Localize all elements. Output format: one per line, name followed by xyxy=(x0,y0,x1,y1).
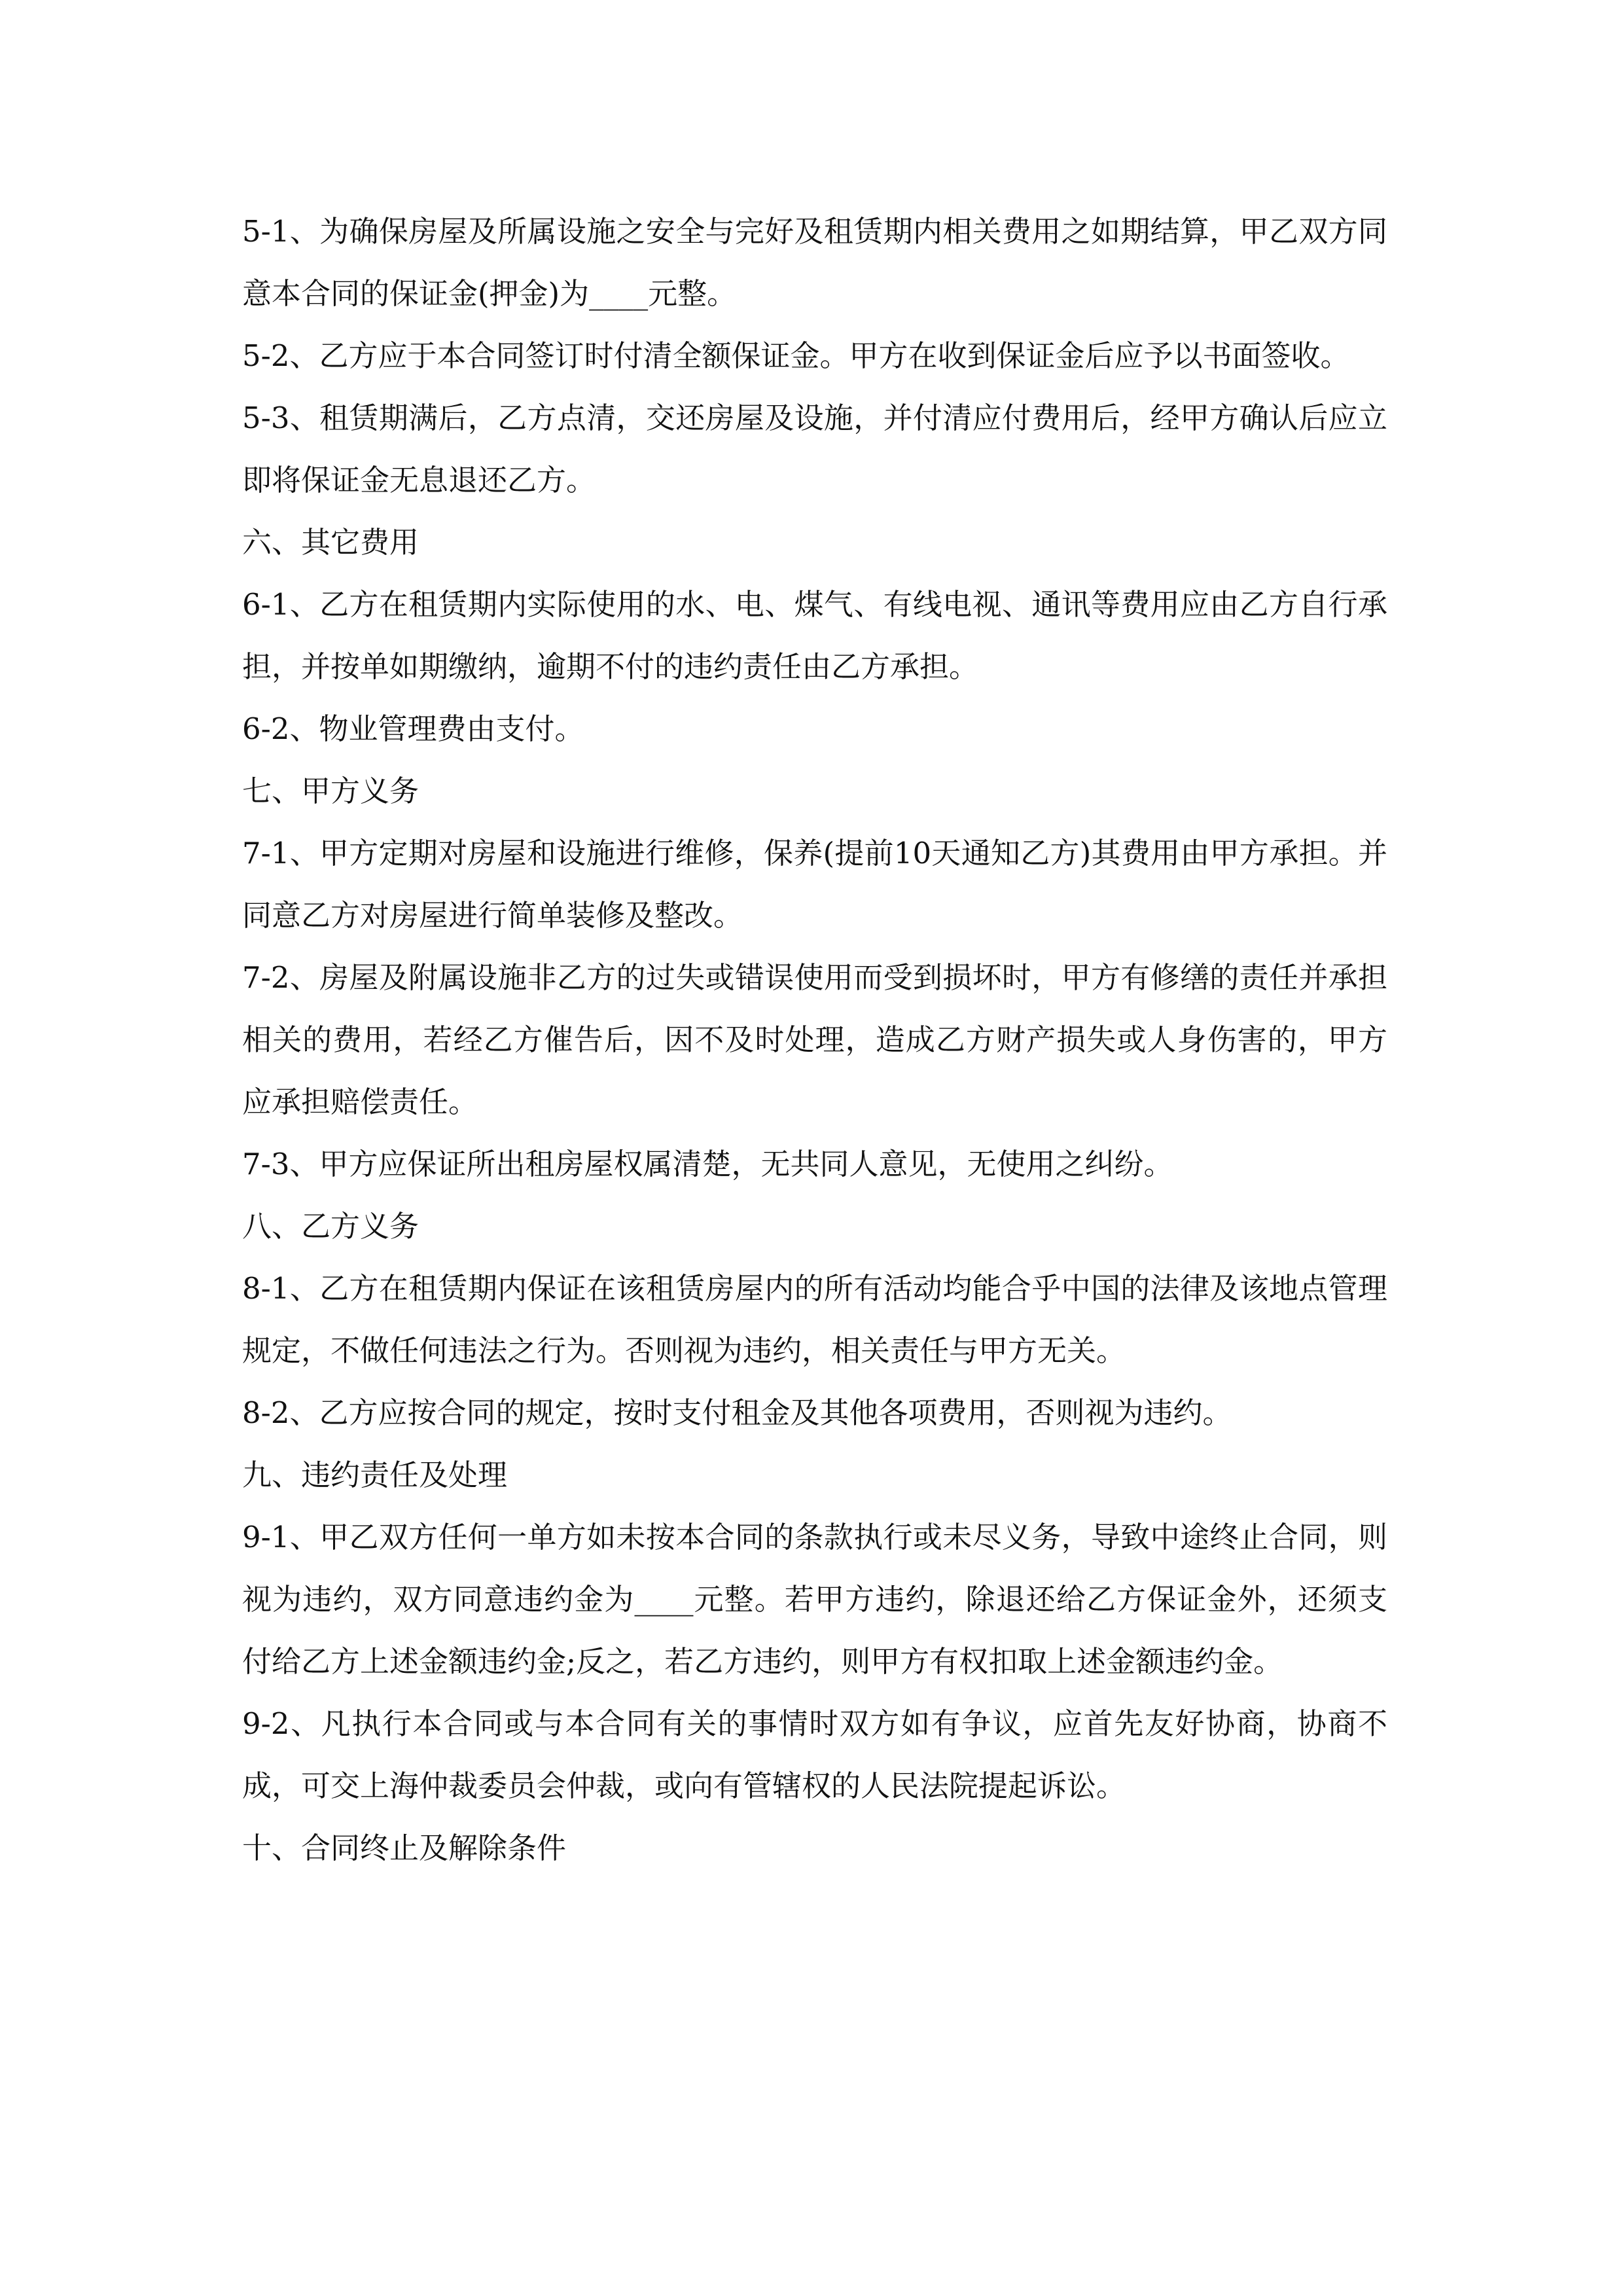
section-heading-10: 十、合同终止及解除条件 xyxy=(242,1831,567,1865)
clause-9-1: 9-1、甲乙双方任何一单方如未按本合同的条款执行或未尽义务，导致中途终止合同，则视为违约，双方同意违约金为____元整。若甲方违约，除退还给乙方保证金外，还须支付给乙方上述金额违约金;反之，若乙方违约，则甲方有权扣取上述金额违约金。 xyxy=(242,1520,1387,1679)
clause-6-1: 6-1、乙方在租赁期内实际使用的水、电、煤气、有线电视、通讯等费用应由乙方自行承担，并按单如期缴纳，逾期不付的违约责任由乙方承担。 xyxy=(242,587,1387,684)
clause-7-3: 7-3、甲方应保证所出租房屋权属清楚，无共同人意见，无使用之纠纷。 xyxy=(242,1147,1173,1181)
clause-6-2: 6-2、物业管理费由支付。 xyxy=(242,711,584,746)
clause-5-1: 5-1、为确保房屋及所属设施之安全与完好及租赁期内相关费用之如期结算，甲乙双方同意本合同的保证金(押金)为____元整。 xyxy=(242,214,1387,311)
document-body xyxy=(242,200,1387,1879)
section-heading-8: 八、乙方义务 xyxy=(242,1209,419,1244)
section-heading-7: 七、甲方义务 xyxy=(242,774,419,808)
clause-5-3: 5-3、租赁期满后，乙方点清，交还房屋及设施，并付清应付费用后，经甲方确认后应立即将保证金无息退还乙方。 xyxy=(242,401,1387,497)
clause-8-2: 8-2、乙方应按合同的规定，按时支付租金及其他各项费用，否则视为违约。 xyxy=(242,1395,1232,1430)
clause-9-2: 9-2、凡执行本合同或与本合同有关的事情时双方如有争议，应首先友好协商，协商不成，可交上海仲裁委员会仲裁，或向有管辖权的人民法院提起诉讼。 xyxy=(242,1706,1387,1803)
clause-7-1: 7-1、甲方定期对房屋和设施进行维修，保养(提前10天通知乙方)其费用由甲方承担。并同意乙方对房屋进行简单装修及整改。 xyxy=(242,836,1387,933)
clause-8-1: 8-1、乙方在租赁期内保证在该租赁房屋内的所有活动均能合乎中国的法律及该地点管理规定，不做任何违法之行为。否则视为违约，相关责任与甲方无关。 xyxy=(242,1271,1387,1368)
clause-7-2: 7-2、房屋及附属设施非乙方的过失或错误使用而受到损坏时，甲方有修缮的责任并承担相关的费用，若经乙方催告后，因不及时处理，造成乙方财产损失或人身伤害的，甲方应承担赔偿责任。 xyxy=(242,960,1387,1119)
section-heading-6: 六、其它费用 xyxy=(242,525,419,560)
section-heading-9: 九、违约责任及处理 xyxy=(242,1458,508,1492)
clause-5-2: 5-2、乙方应于本合同签订时付清全额保证金。甲方在收到保证金后应予以书面签收。 xyxy=(242,338,1350,373)
